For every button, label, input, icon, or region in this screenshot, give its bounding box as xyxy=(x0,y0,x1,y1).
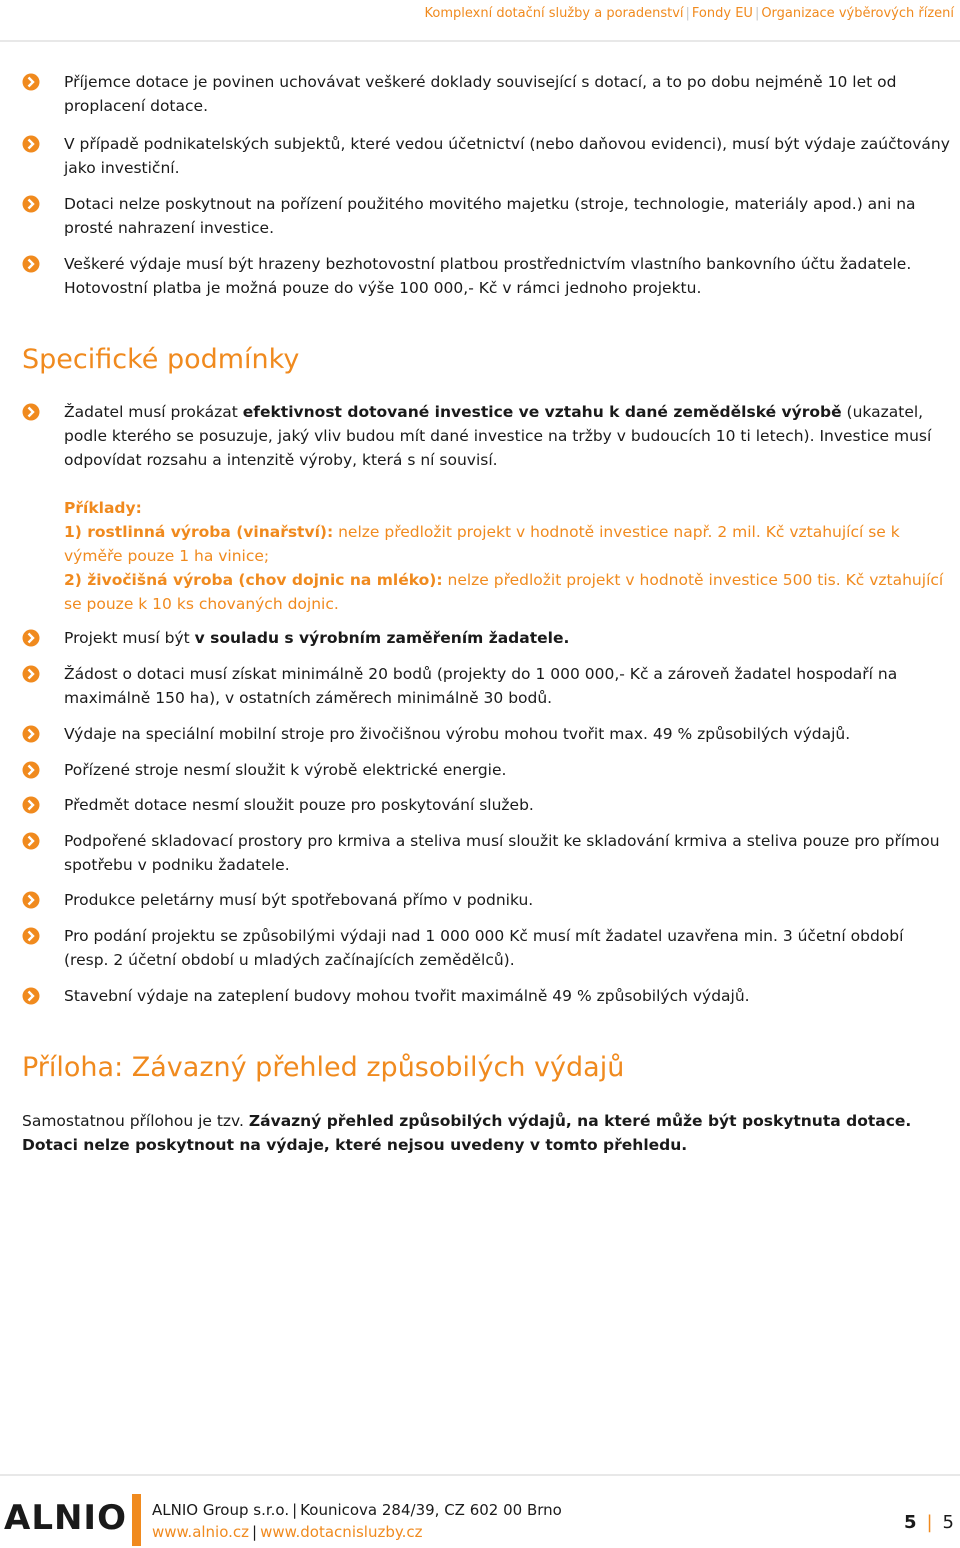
list-item xyxy=(22,722,952,746)
company-logo: ALNIO xyxy=(4,1498,127,1538)
examples-block xyxy=(64,496,944,616)
chevron-bullet-icon xyxy=(22,725,40,743)
footer-address: Kounicova 284/39, CZ 602 00 Brno xyxy=(300,1501,562,1519)
list-item xyxy=(22,252,952,300)
list-item xyxy=(22,400,952,472)
list-item-text: Podpořené skladovací prostory pro krmiva a steliva musí sloužit ke skladování krmiva a steliva pouze pro přímou spotřebu v podniku žadatele. xyxy=(64,832,940,874)
footer-web-line: www.alnio.cz | www.dotacnisluzby.cz xyxy=(152,1523,423,1541)
page-total: 5 xyxy=(942,1512,954,1533)
list-item-text: Dotaci nelze poskytnout na pořízení použitého movitého majetku (stroje, technologie, materiály apod.) ani na prosté nahrazení investice. xyxy=(64,195,916,237)
list-item xyxy=(22,626,952,650)
examples-title: Příklady: xyxy=(64,499,142,517)
text-run: Samostatnou přílohou je tzv. xyxy=(22,1112,249,1130)
list-item xyxy=(22,984,952,1008)
list-item-text xyxy=(64,626,952,650)
emphasis-text: v souladu s výrobním zaměřením žadatele. xyxy=(194,629,570,647)
list-item xyxy=(22,70,952,118)
list-item-text: Výdaje na speciální mobilní stroje pro živočišnou výrobu mohou tvořit max. 49 % způsobilých výdajů. xyxy=(64,725,851,743)
section-heading-appendix: Příloha: Závazný přehled způsobilých výdajů xyxy=(22,1052,625,1083)
footer-company: ALNIO Group s.r.o. xyxy=(152,1501,290,1519)
chevron-bullet-icon xyxy=(22,891,40,909)
page-number: 5 | 5 xyxy=(903,1512,954,1533)
list-item xyxy=(22,132,952,180)
chevron-bullet-icon xyxy=(22,927,40,945)
list-item xyxy=(22,888,952,912)
list-item-text: Žádost o dotaci musí získat minimálně 20 bodů (projekty do 1 000 000,- Kč a zároveň žadatel hospodaří na maximálně 150 ha), v ostatních záměrech minimálně 30 bodů. xyxy=(64,665,898,707)
text-run: (ukazatel, podle kterého se posuzuje, jaký vliv budou mít dané investice na tržby v budoucích 10 ti letech). Investice musí odpovídat rozsahu a intenzitě výroby, která s ní souvisí. xyxy=(64,403,932,469)
list-item-text: Veškeré výdaje musí být hrazeny bezhotovostní platbou prostřednictvím vlastního bankovního účtu žadatele. Hotovostní platba je možná pouze do výše 100 000,- Kč v rámci jednoho projektu. xyxy=(64,255,912,297)
chevron-bullet-icon xyxy=(22,255,40,273)
list-item xyxy=(22,793,952,817)
list-item xyxy=(22,662,952,710)
example-text: nelze předložit projekt v hodnotě investice 500 tis. Kč vztahující se pouze k 10 ks chovaných dojnic. xyxy=(64,571,944,613)
example-label: 2) živočišná výroba (chov dojnic na mléko): xyxy=(64,571,443,589)
header-item-services: Komplexní dotační služby a poradenství xyxy=(424,6,684,21)
example-item xyxy=(64,520,944,568)
page-footer xyxy=(0,1474,960,1548)
emphasis-text: Závazný přehled způsobilých výdajů, na které může být poskytnuta dotace. Dotaci nelze poskytnout na výdaje, které nejsou uvedeny v tomto přehledu. xyxy=(22,1112,912,1154)
section-heading-specific: Specifické podmínky xyxy=(22,344,300,375)
list-item-text: V případě podnikatelských subjektů, které vedou účetnictví (nebo daňovou evidenci), musí být výdaje zaúčtovány jako investiční. xyxy=(64,135,950,177)
list-item-text: Pořízené stroje nesmí sloužit k výrobě elektrické energie. xyxy=(64,761,507,779)
list-item xyxy=(22,758,952,782)
example-item xyxy=(64,568,944,616)
appendix-paragraph xyxy=(22,1109,957,1157)
text-run: Projekt musí být xyxy=(64,629,195,647)
list-item-text: Příjemce dotace je povinen uchovávat veškeré doklady související s dotací, a to po dobu nejméně 10 let od proplacení dotace. xyxy=(64,73,897,115)
footer-company-line: ALNIO Group s.r.o. | Kounicova 284/39, CZ 602 00 Brno xyxy=(152,1501,562,1519)
chevron-bullet-icon xyxy=(22,761,40,779)
header-item-eu-funds: Fondy EU xyxy=(691,6,753,21)
chevron-bullet-icon xyxy=(22,796,40,814)
list-item-text: Produkce peletárny musí být spotřebovaná přímo v podniku. xyxy=(64,891,534,909)
footer-link-alnio[interactable]: www.alnio.cz xyxy=(152,1523,250,1541)
page-current: 5 xyxy=(903,1512,917,1533)
chevron-bullet-icon xyxy=(22,665,40,683)
header-item-tenders: Organizace výběrových řízení xyxy=(761,6,954,21)
list-item-text: Pro podání projektu se způsobilými výdaji nad 1 000 000 Kč musí mít žadatel uzavřena min. 3 účetní období (resp. 2 účetní období u mladých začínajících zemědělců). xyxy=(64,927,904,969)
list-item xyxy=(22,924,952,972)
chevron-bullet-icon xyxy=(22,987,40,1005)
list-item-text: Předmět dotace nesmí sloužit pouze pro poskytování služeb. xyxy=(64,796,534,814)
header-services: Komplexní dotační služby a poradenství | Fondy EU | Organizace výběrových řízení xyxy=(424,6,954,21)
page-header xyxy=(0,0,960,42)
example-text: nelze předložit projekt v hodnotě investice např. 2 mil. Kč vztahující se k výměře pouze 1 ha vinice; xyxy=(64,523,900,565)
list-item-text xyxy=(64,400,952,472)
footer-link-dotacnisluzby[interactable]: www.dotacnisluzby.cz xyxy=(260,1523,423,1541)
list-item xyxy=(22,829,952,877)
example-label: 1) rostlinná výroba (vinařství): xyxy=(64,523,334,541)
chevron-bullet-icon xyxy=(22,73,40,91)
text-run: Žadatel musí prokázat xyxy=(64,403,243,421)
chevron-bullet-icon xyxy=(22,629,40,647)
chevron-bullet-icon xyxy=(22,403,40,421)
chevron-bullet-icon xyxy=(22,832,40,850)
list-item xyxy=(22,192,952,240)
logo-divider xyxy=(132,1494,141,1546)
emphasis-text: efektivnost dotované investice ve vztahu k dané zemědělské výrobě xyxy=(242,403,842,421)
list-item-text: Stavební výdaje na zateplení budovy mohou tvořit maximálně 49 % způsobilých výdajů. xyxy=(64,987,750,1005)
chevron-bullet-icon xyxy=(22,135,40,153)
chevron-bullet-icon xyxy=(22,195,40,213)
